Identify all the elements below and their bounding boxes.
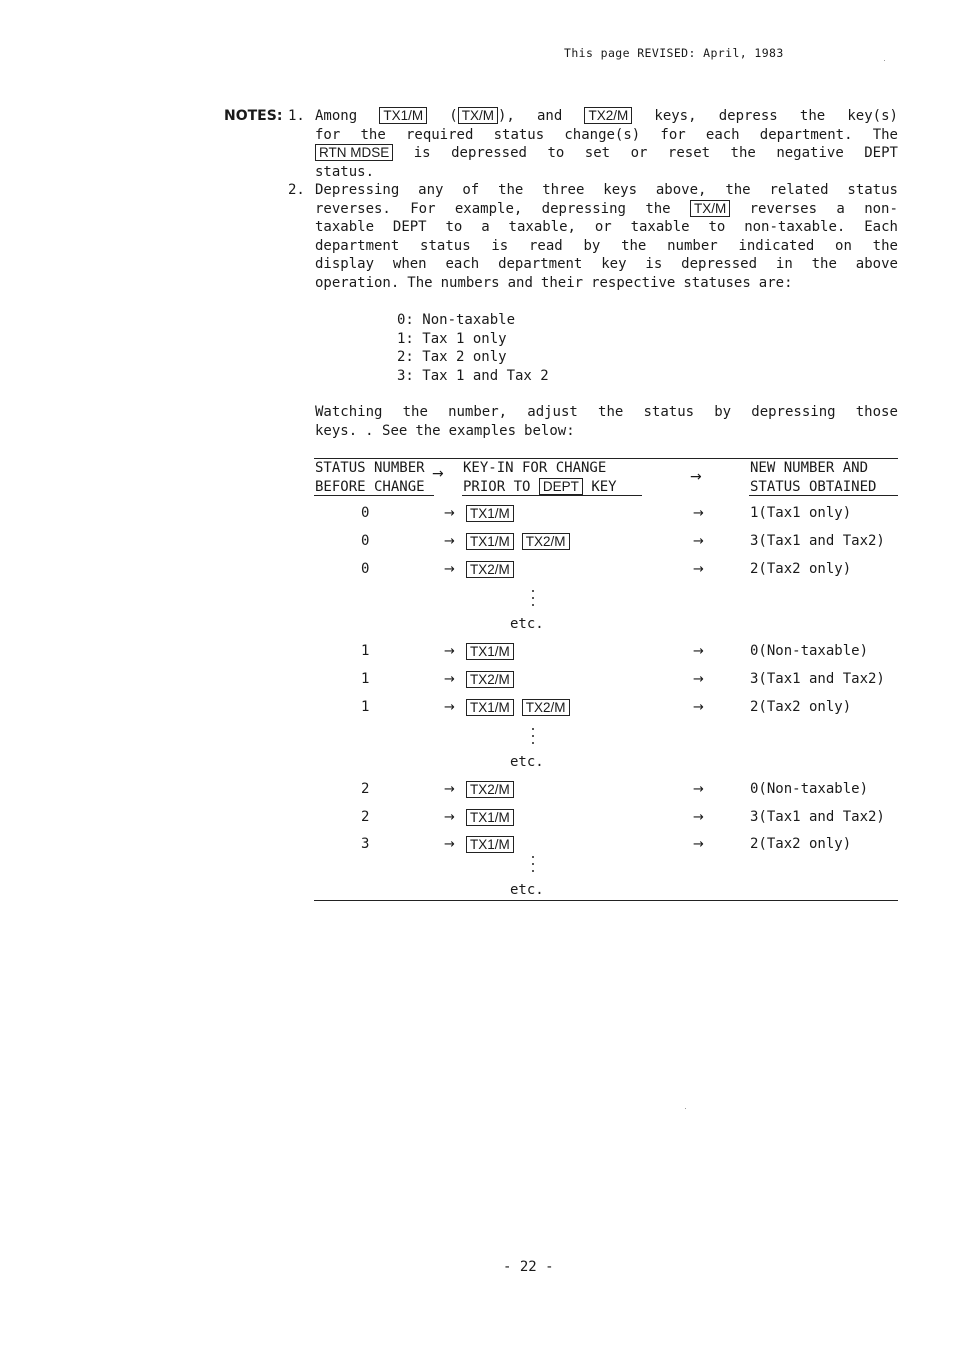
arrow-icon: → xyxy=(444,534,455,549)
key-label: TX2/M xyxy=(466,561,514,578)
arrow-icon: → xyxy=(444,562,455,577)
text-line: reverses. For example, depressing the TX/M reverses a non- xyxy=(315,200,898,217)
arrow-icon: → xyxy=(444,700,455,715)
status-list xyxy=(397,311,549,385)
text-line: Depressing any of the three keys above, the related status xyxy=(315,182,898,198)
arrow-icon: → xyxy=(693,644,704,659)
status-before: 2 xyxy=(361,809,370,825)
header-status-before: STATUS NUMBER BEFORE CHANGE xyxy=(315,460,425,495)
key-label: TX1/M xyxy=(466,643,514,660)
key-label: TX/M xyxy=(458,107,498,124)
key-label: TX2/M xyxy=(466,671,514,688)
status-before: 3 xyxy=(361,836,370,852)
status-before: 1 xyxy=(361,699,370,715)
key-in-sequence xyxy=(466,505,514,522)
header-key-in: KEY-IN FOR CHANGE PRIOR TO DEPT KEY xyxy=(463,460,617,495)
text-line: for the required status change(s) for each department. The xyxy=(315,126,898,143)
note-1-number: 1. xyxy=(288,108,305,124)
key-label: TX1/M xyxy=(466,533,514,550)
arrow-icon: → xyxy=(444,672,455,687)
status-before: 1 xyxy=(361,643,370,659)
status-result: 3(Tax1 and Tax2) xyxy=(750,533,885,549)
page-number: - 22 - xyxy=(503,1259,554,1275)
key-label: TX2/M xyxy=(584,107,632,124)
arrow-icon: → xyxy=(693,534,704,549)
header-underline xyxy=(314,495,434,496)
arrow-icon: → xyxy=(444,506,455,521)
text-line: taxable DEPT to a taxable, or taxable to non-taxable. Each xyxy=(315,219,898,235)
etc-label: etc. xyxy=(510,616,544,632)
key-label: TX2/M xyxy=(522,699,570,716)
key-label: TX1/M xyxy=(466,809,514,826)
arrow-icon: → xyxy=(444,644,455,659)
revision-note: This page REVISED: April, 1983 xyxy=(564,46,784,60)
etc-label: etc. xyxy=(510,754,544,770)
key-in-sequence xyxy=(466,836,514,853)
status-result: 2(Tax2 only) xyxy=(750,699,852,715)
text-line: RTN MDSE is depressed to set or reset the negative DEPT xyxy=(315,144,898,163)
key-in-sequence xyxy=(466,671,514,688)
key-in-sequence xyxy=(466,643,514,660)
key-label: TX2/M xyxy=(522,533,570,550)
status-result: 0(Non-taxable) xyxy=(750,781,869,797)
arrow-icon: → xyxy=(444,782,455,797)
header-new-number: NEW NUMBER AND STATUS OBTAINED xyxy=(750,460,877,495)
header-arrow: → xyxy=(432,466,444,482)
status-result: 2(Tax2 only) xyxy=(750,561,852,577)
text-line: display when each department key is depressed in the above xyxy=(315,256,898,272)
notes-label: NOTES: xyxy=(224,108,283,124)
arrow-icon: → xyxy=(444,810,455,825)
status-before: 1 xyxy=(361,671,370,687)
status-result: 3(Tax1 and Tax2) xyxy=(750,809,885,825)
continuation-dots xyxy=(532,856,536,877)
status-item: 1: Tax 1 only xyxy=(397,330,507,347)
arrow-icon: → xyxy=(693,837,704,852)
key-label: TX1/M xyxy=(466,505,514,522)
header-underline xyxy=(462,495,642,496)
key-label: TX1/M xyxy=(466,699,514,716)
text-line: Watching the number, adjust the status by depressing those xyxy=(315,404,898,420)
status-item: 0: Non-taxable xyxy=(397,312,516,328)
status-before: 0 xyxy=(361,505,370,521)
text-line: department status is read by the number indicated on the xyxy=(315,237,898,254)
key-label: TX/M xyxy=(690,200,730,217)
arrow-icon: → xyxy=(693,810,704,825)
continuation-dots xyxy=(532,728,536,749)
dept-key: DEPT xyxy=(539,478,583,495)
arrow-icon: → xyxy=(693,672,704,687)
status-before: 0 xyxy=(361,561,370,577)
status-item: 3: Tax 1 and Tax 2 xyxy=(397,367,549,384)
key-label: TX2/M xyxy=(466,781,514,798)
key-label: RTN MDSE xyxy=(315,144,393,161)
key-label: TX1/M xyxy=(379,107,427,124)
status-result: 2(Tax2 only) xyxy=(750,836,852,852)
table-bottom-rule xyxy=(314,900,898,901)
arrow-icon: → xyxy=(444,837,455,852)
key-in-sequence xyxy=(466,781,514,798)
status-before: 0 xyxy=(361,533,370,549)
header-arrow-2: → xyxy=(690,469,702,485)
status-result: 0(Non-taxable) xyxy=(750,643,869,659)
text-line: Among TX1/M ( TX/M ), and TX2/M keys, depress the key(s) xyxy=(315,108,898,124)
continuation-dots xyxy=(532,590,536,611)
key-in-sequence xyxy=(466,561,514,578)
text-line: status. xyxy=(315,163,375,180)
status-before: 2 xyxy=(361,781,370,797)
note-2-number: 2. xyxy=(288,182,305,198)
arrow-icon: → xyxy=(693,782,704,797)
status-item: 2: Tax 2 only xyxy=(397,349,507,365)
header-underline xyxy=(749,495,898,496)
key-in-sequence xyxy=(466,699,570,716)
etc-label: etc. xyxy=(510,882,544,898)
status-result: 3(Tax1 and Tax2) xyxy=(750,671,885,687)
arrow-icon: → xyxy=(693,562,704,577)
status-result: 1(Tax1 only) xyxy=(750,505,852,521)
key-in-sequence xyxy=(466,809,514,826)
arrow-icon: → xyxy=(693,700,704,715)
text-line: keys. . See the examples below: xyxy=(315,422,575,439)
key-in-sequence xyxy=(466,533,570,550)
text-line: operation. The numbers and their respective statuses are: xyxy=(315,274,793,291)
arrow-icon: → xyxy=(693,506,704,521)
key-label: TX1/M xyxy=(466,836,514,853)
